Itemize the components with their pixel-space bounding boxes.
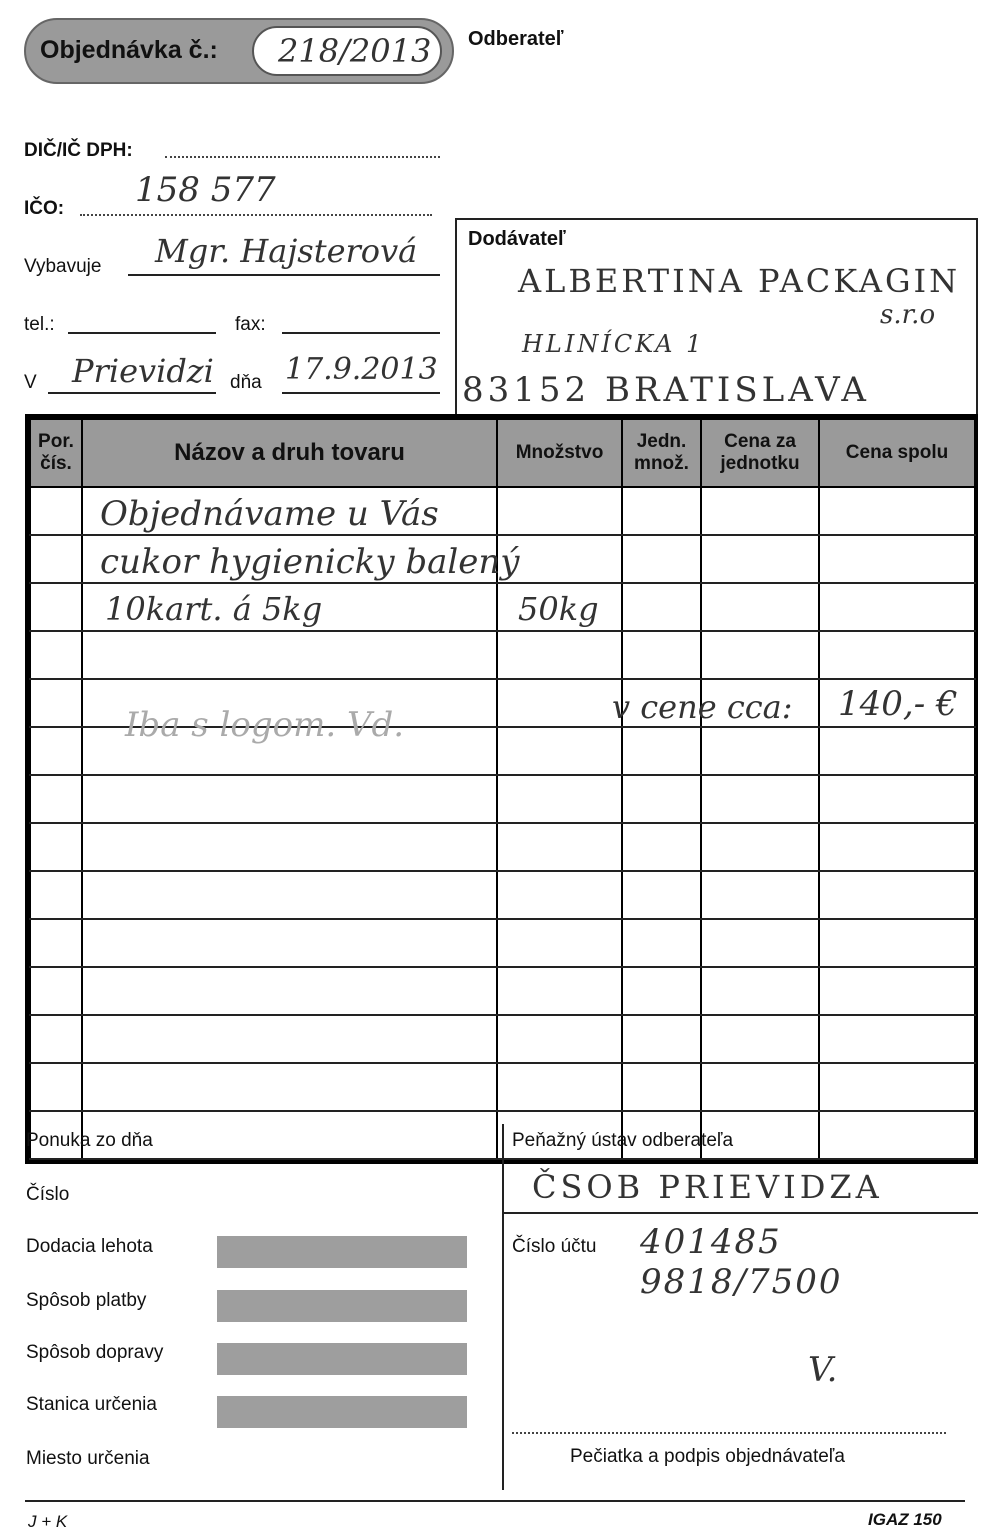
table-cell: [622, 823, 701, 871]
signature-label: Pečiatka a podpis objednávateľa: [570, 1446, 845, 1467]
col-header-item-name: Názov a druh tovaru: [82, 419, 497, 487]
item-quantity-1: 50kg: [518, 590, 599, 628]
payment-method-field: [217, 1290, 467, 1322]
table-cell: [82, 967, 497, 1015]
faint-note: Iba s logom. Vd.: [125, 705, 405, 745]
table-cell: [622, 535, 701, 583]
col-header-number: Por. čís.: [30, 419, 82, 487]
table-cell: [819, 919, 975, 967]
number-label: Číslo: [26, 1184, 70, 1205]
price-value: 140,- €: [838, 684, 958, 724]
table-cell: [819, 487, 975, 535]
col-header-total-price: Cena spolu: [819, 419, 975, 487]
delivery-term-field: [217, 1236, 467, 1268]
table-cell: [819, 967, 975, 1015]
ico-value: 158 577: [135, 170, 276, 210]
date-value: 17.9.2013: [285, 352, 438, 387]
publisher-mark: J + K: [28, 1512, 68, 1531]
order-number-value: 218/2013: [278, 32, 432, 70]
transport-method-field: [217, 1343, 467, 1375]
table-cell: [701, 487, 819, 535]
buyer-heading: Odberateľ: [468, 28, 564, 50]
table-cell: [819, 775, 975, 823]
table-cell: [30, 1015, 82, 1063]
table-cell: [701, 727, 819, 775]
form-code: IGAZ 150: [868, 1510, 942, 1529]
table-cell: [82, 631, 497, 679]
table-cell: [497, 871, 622, 919]
supplier-company-form: s.r.o: [880, 300, 936, 330]
table-cell: [497, 919, 622, 967]
table-cell: [30, 775, 82, 823]
table-cell: [819, 631, 975, 679]
table-cell: [622, 487, 701, 535]
account-value: 401485 9818/7500: [640, 1222, 843, 1302]
signature-line: [512, 1432, 946, 1434]
supplier-city: 83152 BRATISLAVA: [462, 370, 870, 410]
ico-field-line: [80, 214, 432, 216]
col-header-unit: Jedn. množ.: [622, 419, 701, 487]
table-cell: [497, 823, 622, 871]
tel-field-line: [68, 332, 216, 334]
table-header-row: [30, 419, 975, 487]
table-cell: [819, 727, 975, 775]
table-cell: [497, 1063, 622, 1111]
table-cell: [622, 967, 701, 1015]
table-cell: [622, 583, 701, 631]
item-line-3: 10kart. á 5kg: [105, 590, 323, 628]
table-cell: [622, 631, 701, 679]
table-cell: [30, 919, 82, 967]
destination-place-label: Miesto určenia: [26, 1448, 150, 1469]
table-cell: [819, 823, 975, 871]
table-cell: [701, 823, 819, 871]
table-cell: [819, 535, 975, 583]
handled-by-label: Vybavuje: [24, 256, 102, 277]
handled-by-value: Mgr. Hajsterová: [155, 232, 418, 270]
supplier-heading: Dodávateľ: [468, 228, 566, 250]
dic-field-line: [165, 156, 440, 158]
table-cell: [701, 871, 819, 919]
table-cell: [30, 871, 82, 919]
table-cell: [701, 631, 819, 679]
table-cell: [497, 727, 622, 775]
bank-line: [502, 1212, 978, 1214]
table-cell: [622, 775, 701, 823]
table-cell: [819, 1063, 975, 1111]
table-cell: [819, 1015, 975, 1063]
table-cell: [497, 679, 622, 727]
offer-date-label: Ponuka zo dňa: [26, 1130, 153, 1151]
table-cell: [622, 871, 701, 919]
bank-value: ČSOB PRIEVIDZA: [532, 1168, 883, 1206]
fax-field-line: [282, 332, 440, 334]
table-cell: [622, 1063, 701, 1111]
table-cell: [497, 487, 622, 535]
handled-by-line: [128, 274, 440, 276]
table-cell: [30, 583, 82, 631]
table-cell: [497, 1015, 622, 1063]
table-cell: [30, 967, 82, 1015]
table-cell: [701, 919, 819, 967]
destination-station-label: Stanica určenia: [26, 1394, 157, 1415]
table-cell: [819, 1111, 975, 1159]
table-cell: [82, 871, 497, 919]
table-cell: [82, 1015, 497, 1063]
table-cell: [30, 1063, 82, 1111]
col-header-quantity: Množstvo: [497, 419, 622, 487]
payment-method-label: Spôsob platby: [26, 1290, 147, 1311]
price-note: v cene cca:: [612, 688, 793, 726]
order-label: Objednávka č.:: [40, 36, 218, 64]
table-cell: [497, 631, 622, 679]
table-cell: [701, 775, 819, 823]
table-cell: [497, 775, 622, 823]
dic-label: DIČ/IČ DPH:: [24, 140, 133, 161]
table-row: [30, 1015, 975, 1063]
table-cell: [82, 1063, 497, 1111]
table-cell: [701, 535, 819, 583]
table-cell: [819, 583, 975, 631]
table-row: [30, 919, 975, 967]
table-row: [30, 823, 975, 871]
table-cell: [497, 967, 622, 1015]
date-field-line: [282, 392, 440, 394]
table-cell: [30, 823, 82, 871]
table-row: [30, 871, 975, 919]
table-cell: [82, 823, 497, 871]
fax-label: fax:: [235, 314, 266, 335]
table-cell: [701, 1015, 819, 1063]
supplier-street: HLINÍCKA 1: [522, 330, 705, 358]
table-cell: [701, 1063, 819, 1111]
table-row: [30, 775, 975, 823]
bottom-rule: [25, 1500, 965, 1502]
table-cell: [622, 727, 701, 775]
table-cell: [30, 631, 82, 679]
table-row: [30, 1063, 975, 1111]
table-row: [30, 631, 975, 679]
bank-label: Peňažný ústav odberateľa: [512, 1130, 734, 1151]
table-cell: [82, 775, 497, 823]
place-field-line: [48, 392, 216, 394]
table-cell: [30, 679, 82, 727]
place-label: V: [24, 372, 37, 393]
table-cell: [622, 919, 701, 967]
date-label: dňa: [230, 372, 262, 393]
table-cell: [30, 535, 82, 583]
col-header-unit-price: Cena za jednotku: [701, 419, 819, 487]
transport-method-label: Spôsob dopravy: [26, 1342, 164, 1363]
ico-label: IČO:: [24, 198, 65, 219]
item-line-2: cukor hygienicky balený: [100, 542, 520, 582]
supplier-name: ALBERTINA PACKAGIN: [518, 262, 961, 300]
table-cell: [701, 583, 819, 631]
destination-station-field: [217, 1396, 467, 1428]
place-value: Prievidzi: [72, 352, 214, 390]
tel-label: tel.:: [24, 314, 55, 335]
table-row: [30, 967, 975, 1015]
footer-divider: [502, 1124, 504, 1490]
table-cell: [622, 1015, 701, 1063]
signature: V.: [808, 1350, 838, 1390]
table-cell: [82, 919, 497, 967]
delivery-term-label: Dodacia lehota: [26, 1236, 153, 1257]
table-cell: [30, 487, 82, 535]
table-cell: [30, 727, 82, 775]
table-cell: [701, 967, 819, 1015]
item-line-1: Objednávame u Vás: [100, 494, 439, 534]
table-cell: [819, 871, 975, 919]
account-label: Číslo účtu: [512, 1236, 597, 1257]
